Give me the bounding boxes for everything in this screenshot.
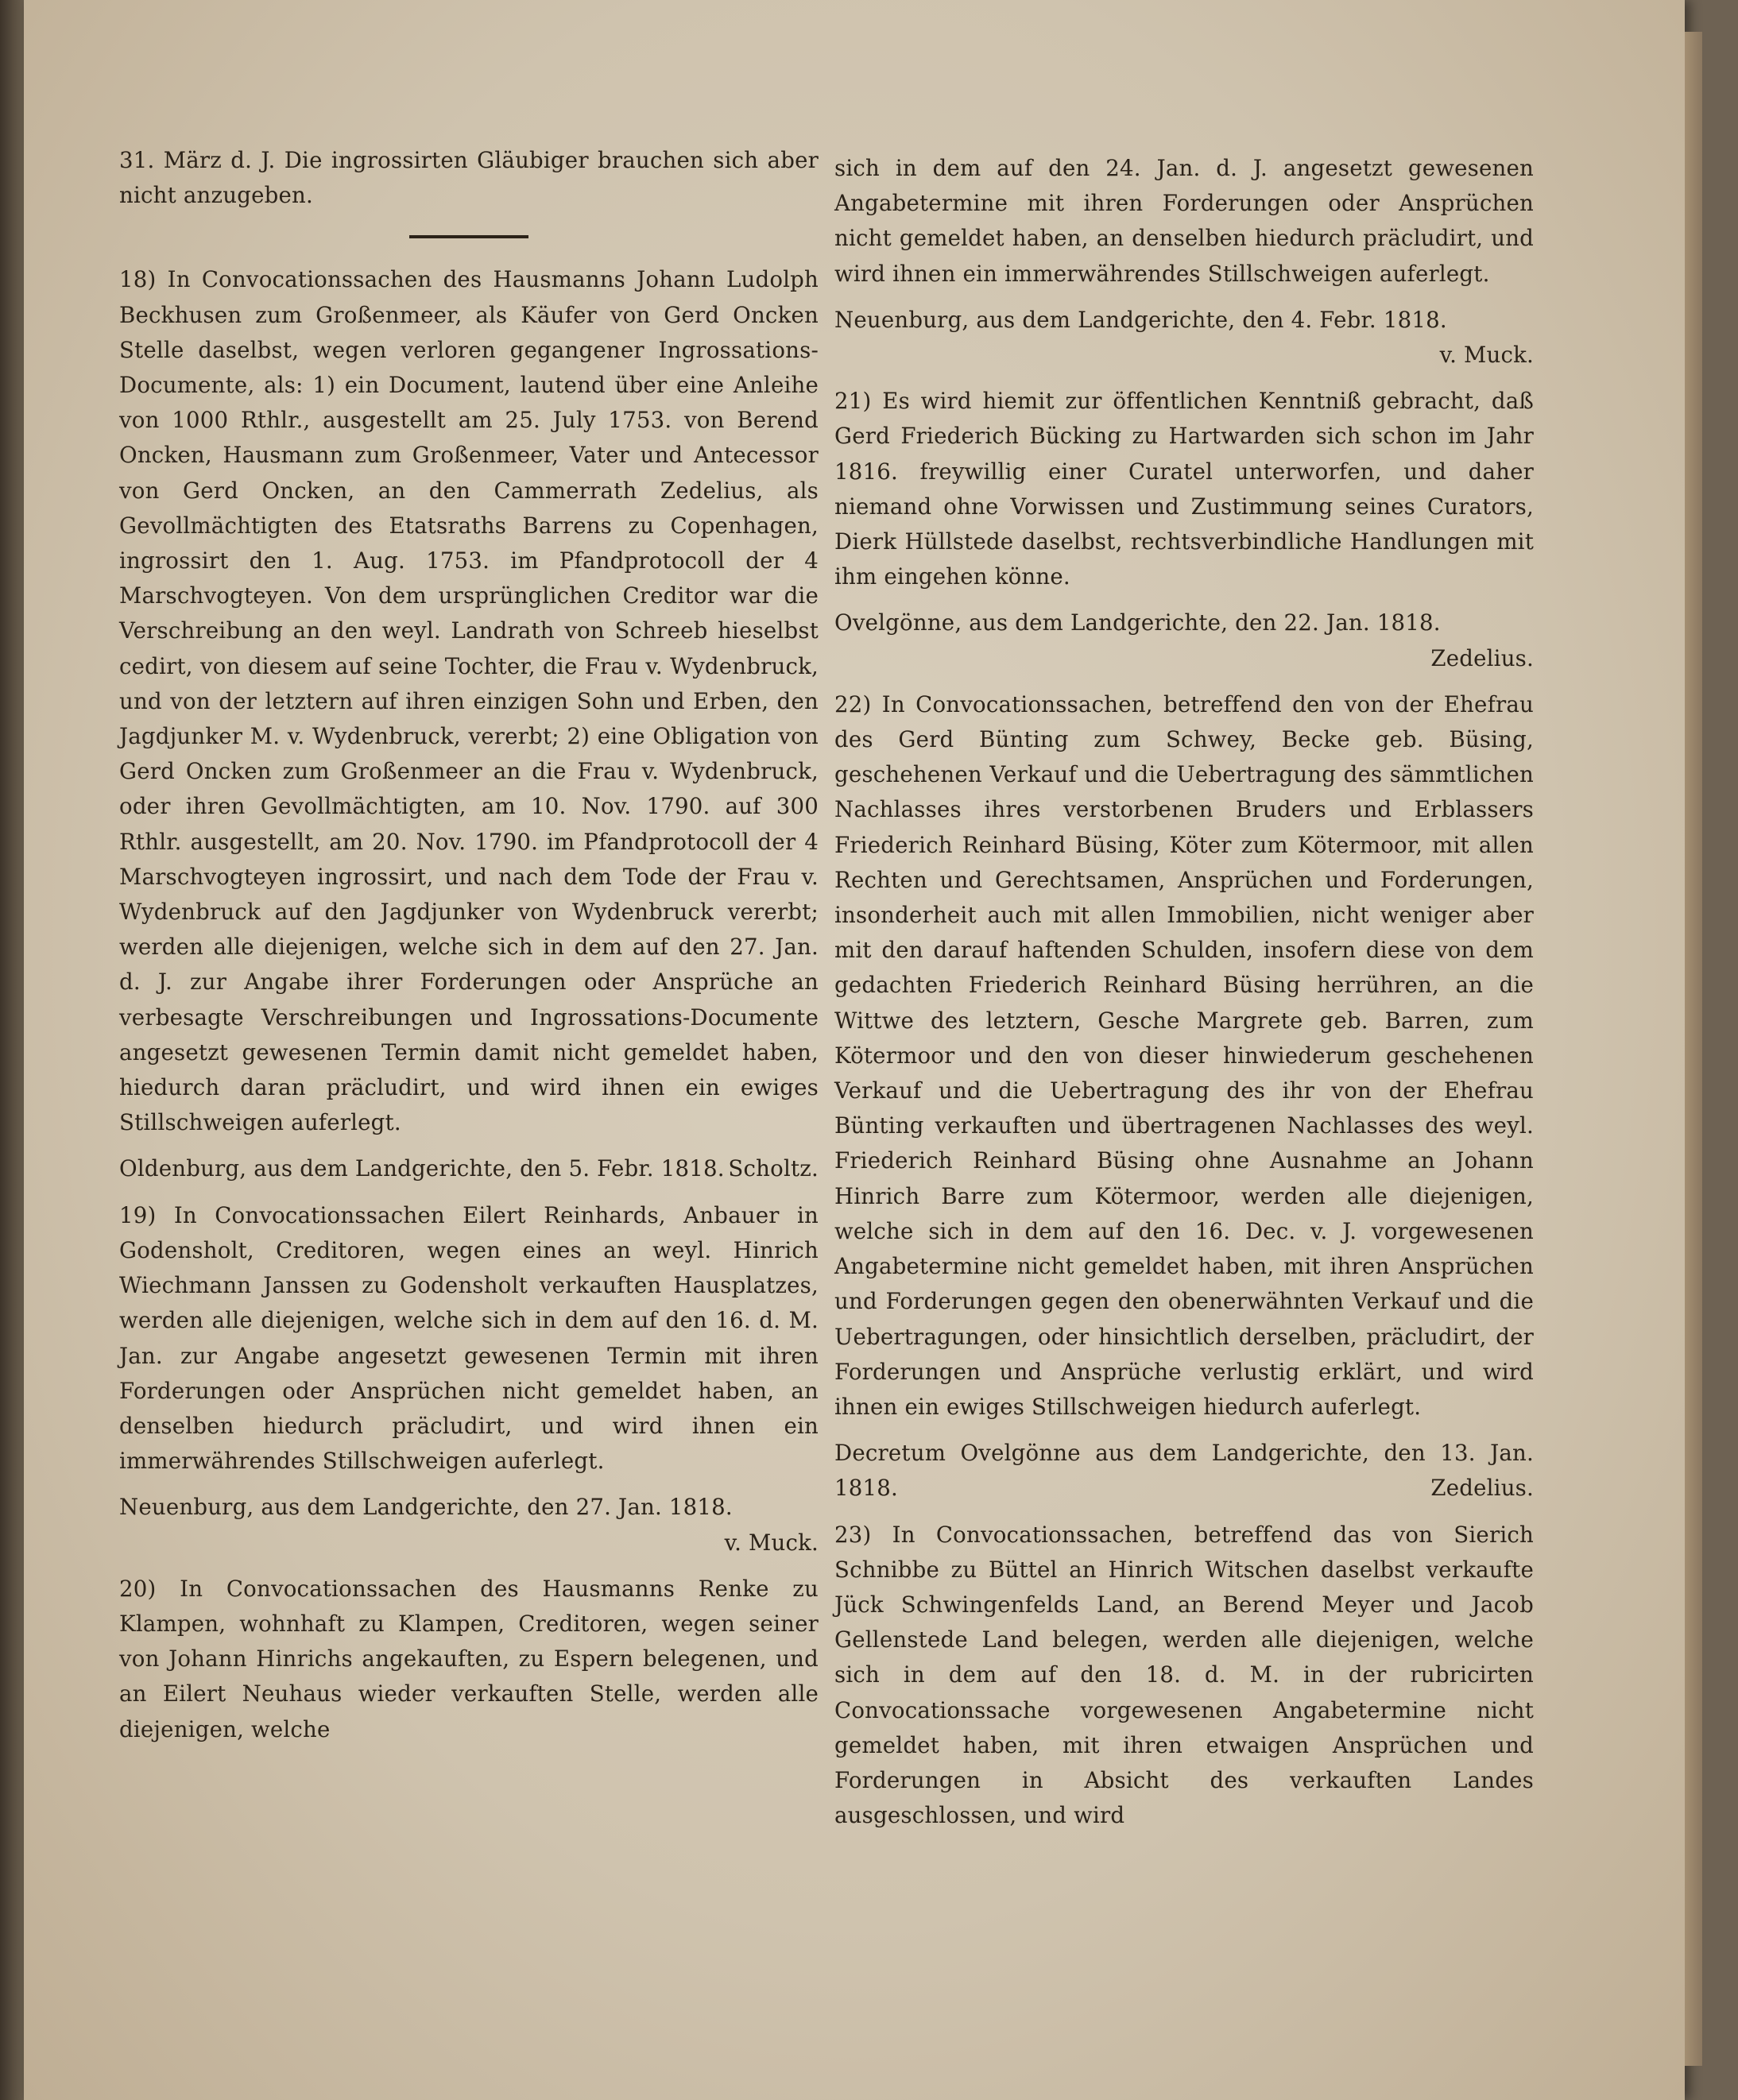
- notice-19-place: Neuenburg, aus dem Landgerichte, den 27. Jan. 1818.: [119, 1494, 733, 1521]
- book-spine: [0, 0, 24, 2100]
- notice-19-text: 19) In Convocationssachen Eilert Reinhards, Anbauer in Godensholt, Creditoren, wegen eines an weyl. Hinrich Wiechmann Janssen zu Godensholt verkauften Hausplatzes, werden alle diejenigen, welche sich in dem auf den 16. d. M. Jan. zur Angabe angesetzt gewesenen Termin mit ihren Forderungen oder Ansprüchen nicht gemeldet haben, an denselben hiedurch präcludirt, und wird ihnen ein immerwährendes Stillschweigen auferlegt.: [119, 1201, 819, 1475]
- notice-22-place: Decretum Ovelgönne aus dem Landgerichte, den 13. Jan. 1818.: [834, 1440, 1534, 1502]
- notice-21-dateline: [834, 605, 1534, 675]
- notice-22-text: 22) In Convocationssachen, betreffend den von der Ehefrau des Gerd Bünting zum Schwey, Becke geb. Büsing, geschehenen Verkauf und die Uebertragung des sämmtlichen Nachlasses ihres verstorbenen Bruders und Erblassers Friederich Reinhard Büsing, Köter zum Kötermoor, mit allen Rechten und Gerechtsamen, Ansprüchen und Forderungen, insonderheit auch mit allen Immobilien, nicht weniger aber mit den darauf haftenden Schulden, insofern diese von dem gedachten Friederich Reinhard Büsing herrühren, an die Wittwe des letztern, Gesche Margrete geb. Barren, zum Kötermoor und den von dieser hinwiederum geschehenen Verkauf und die Uebertragung des ihr von der Ehefrau Bünting verkauften und übertragenen Nachlasses des weyl. Friederich Reinhard Büsing ohne Ausnahme an Johann Hinrich Barre zum Kötermoor, werden alle diejenigen, welche sich in dem auf den 16. Dec. v. J. vorgewesenen Angabetermine nicht gemeldet haben, mit ihren Ansprüchen und Forderungen gegen den obenerwähnten Verkauf und die Uebertragungen, oder hinsichtlich derselben, präcludirt, der Forderungen und Ansprüche verlustig erklärt, und wird ihnen ein ewiges Stillschweigen hiedurch auferlegt.: [834, 690, 1534, 1420]
- notice-22-dateline: [834, 1436, 1534, 1506]
- notice-21-place: Ovelgönne, aus dem Landgerichte, den 22. Jan. 1818.: [834, 609, 1441, 636]
- notice-20-text-end: sich in dem auf den 24. Jan. d. J. angesetzt gewesenen Angabetermine mit ihren Forderungen oder Ansprüchen nicht gemeldet haben, an denselben hiedurch präcludirt, und wird ihnen ein immerwährendes Stillschweigen auferlegt.: [834, 155, 1534, 287]
- notice-20-signature: v. Muck.: [1439, 342, 1534, 369]
- notice-22-signature: Zedelius.: [1430, 1475, 1534, 1502]
- document-page: [24, 0, 1685, 2100]
- left-column: [119, 143, 819, 1758]
- notice-18-dateline: [119, 1151, 819, 1186]
- notice-18-text: 18) In Convocationssachen des Hausmanns Johann Ludolph Beckhusen zum Großenmeer, als Käufer von Gerd Oncken Stelle daselbst, wegen verloren gegangener Ingrossations-Documente, als: 1) ein Document, lautend über eine Anleihe von 1000 Rthlr., ausgestellt am 25. July 1753. von Berend Oncken, Hausmann zum Großenmeer, Vater und Antecessor von Gerd Oncken, an den Cammerrath Zedelius, als Gevollmächtigten des Etatsraths Barrens zu Copenhagen, ingrossirt den 1. Aug. 1753. im Pfandprotocoll der 4 Marschvogteyen. Von dem ursprünglichen Creditor war die Verschreibung an den weyl. Landrath von Schreeb hieselbst cedirt, von diesem auf seine Tochter, die Frau v. Wydenbruck, und von der letztern auf ihren einzigen Sohn und Erben, den Jagdjunker M. v. Wydenbruck, vererbt; 2) eine Obligation von Gerd Oncken zum Großenmeer an die Frau v. Wydenbruck, oder ihren Gevollmächtigten, am 10. Nov. 1790. auf 300 Rthlr. ausgestellt, am 20. Nov. 1790. im Pfandprotocoll der 4 Marschvogteyen ingrossirt, und nach dem Tode der Frau v. Wydenbruck auf den Jagdjunker von Wydenbruck vererbt; werden alle diejenigen, welche sich in dem auf den 27. Jan. d. J. zur Angabe ihrer Forderungen oder Ansprüche an verbesagte Verschreibungen und Ingrossations-Documente angesetzt gewesenen Termin damit nicht gemeldet haben, hiedurch daran präcludirt, und wird ihnen ein ewiges Stillschweigen auferlegt.: [119, 266, 819, 1136]
- section-divider: [409, 235, 528, 238]
- notice-18-place: Oldenburg, aus dem Landgerichte, den 5. Febr. 1818.: [119, 1155, 725, 1182]
- right-column: [834, 151, 1534, 1844]
- intro-paragraph: 31. März d. J. Die ingrossirten Gläubiger brauchen sich aber nicht anzugeben.: [119, 147, 819, 209]
- page-edge: [1685, 32, 1702, 2066]
- notice-21-signature: Zedelius.: [1430, 644, 1534, 671]
- notice-18-signature: Scholtz.: [728, 1155, 819, 1182]
- notice-19-dateline: [119, 1490, 819, 1560]
- notice-20-place: Neuenburg, aus dem Landgerichte, den 4. Febr. 1818.: [834, 306, 1447, 333]
- notice-19-signature: v. Muck.: [724, 1529, 819, 1556]
- notice-23-text-start: 23) In Convocationssachen, betreffend das von Sierich Schnibbe zu Büttel an Hinrich Witschen daselbst verkaufte Jück Schwingenfelds Land, an Berend Meyer und Jacob Gellenstede Land belegen, werden alle diejenigen, welche sich in dem auf den 18. d. M. in der rubricirten Convocationssache vorgewesenen Angabetermine nicht gemeldet haben, mit ihren etwaigen Ansprüchen und Forderungen in Absicht des verkauften Landes ausgeschlossen, und wird: [834, 1521, 1534, 1829]
- notice-21-text: 21) Es wird hiemit zur öffentlichen Kenntniß gebracht, daß Gerd Friederich Bücking zu Hartwarden sich schon im Jahr 1816. freywillig einer Curatel unterworfen, und daher niemand ohne Vorwissen und Zustimmung seines Curators, Dierk Hüllstede daselbst, rechtsverbindliche Handlungen mit ihm eingehen könne.: [834, 388, 1534, 590]
- notice-20-text-start: 20) In Convocationssachen des Hausmanns Renke zu Klampen, wohnhaft zu Klampen, Creditoren, wegen seiner von Johann Hinrichs angekauften, zu Espern belegenen, und an Eilert Neuhaus wieder verkauften Stelle, werden alle diejenigen, welche: [119, 1575, 819, 1742]
- notice-20-dateline: [834, 303, 1534, 373]
